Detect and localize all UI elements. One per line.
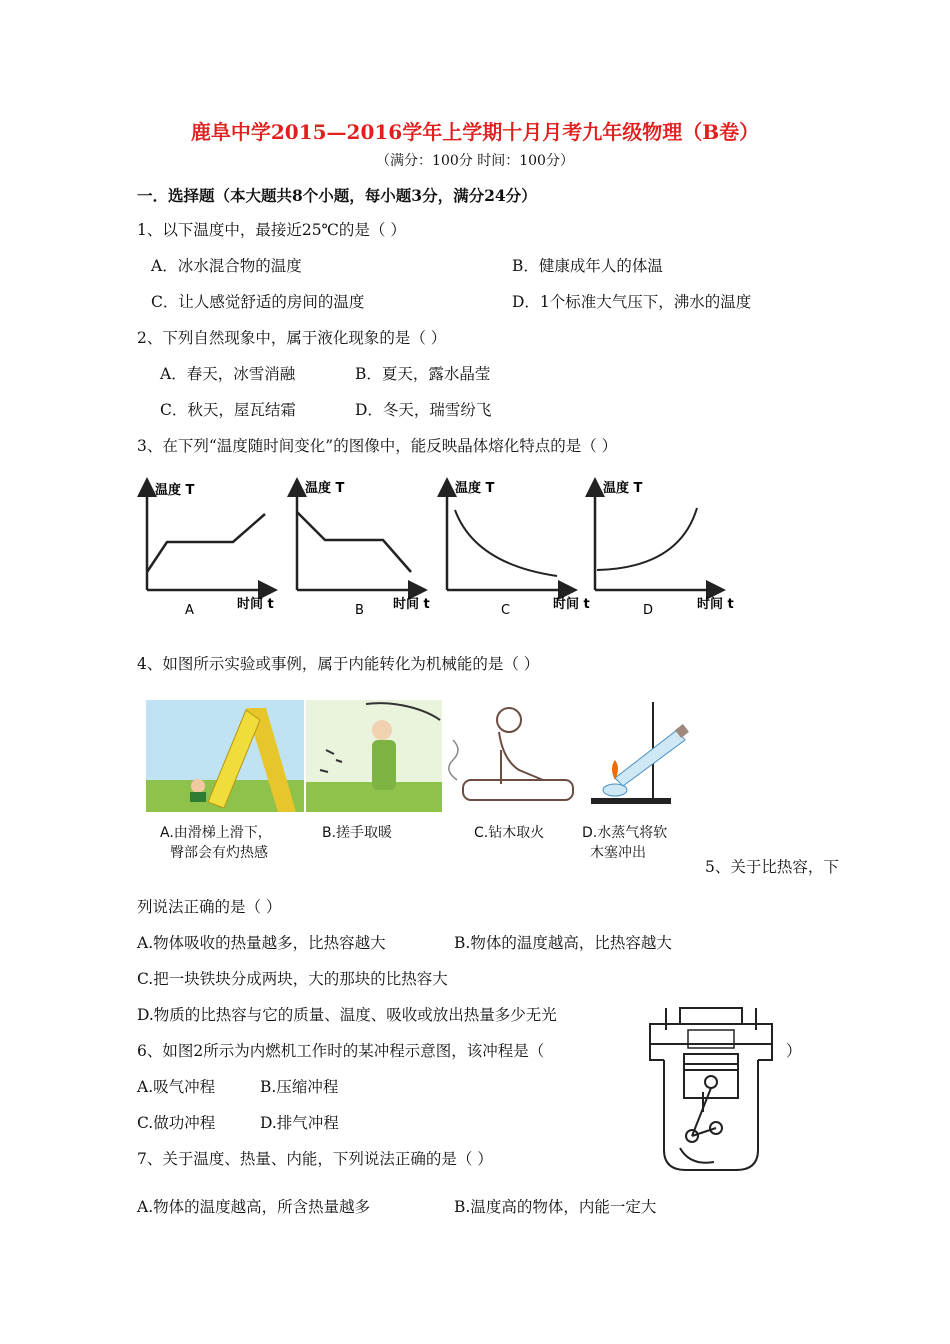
q6-stem: 6、如图2所示为内燃机工作时的某冲程示意图，该冲程是（ [137,1042,545,1060]
graph-a [135,472,295,622]
q6-option-b: B.压缩冲程 [260,1078,339,1096]
page-title: 鹿阜中学2015—2016学年上学期十月月考九年级物理（B卷） [190,120,760,144]
caption-d-line2: 木塞冲出 [590,845,646,861]
graph-b-label: B [355,603,364,618]
q6-option-d: D.排气冲程 [260,1114,339,1132]
graph-c-ylabel: 温度 T [455,481,495,496]
graph-d-label: D [643,603,654,618]
q5-option-a: A.物体吸收的热量越多，比热容越大 [137,934,386,952]
rubbing-hands-illustration [306,700,442,812]
q5-option-b: B.物体的温度越高，比热容越大 [454,934,672,952]
caption-b: B.搓手取暖 [322,825,393,841]
caption-d-line1: D.水蒸气将软 [582,825,668,841]
caption-a-line1: A.由滑梯上滑下， [160,825,272,841]
slide-illustration [146,700,304,812]
graph-c [435,472,595,622]
q6-option-a: A.吸气冲程 [137,1078,216,1096]
score-time-note: （满分：100分 时间：100分） [376,153,574,169]
graph-b [285,472,445,622]
graph-b-ylabel: 温度 T [305,481,345,496]
graph-a-xlabel: 时间 t [237,597,274,612]
drilling-wood-illustration [443,700,583,812]
q1-option-d: D．1个标准大气压下，沸水的温度 [512,293,752,311]
graph-d [583,472,748,622]
q4-stem: 4、如图所示实验或事例，属于内能转化为机械能的是（ ） [137,655,540,673]
q5-stem-line2: 列说法正确的是（ ） [137,898,282,916]
q6-option-c: C.做功冲程 [137,1114,216,1132]
q3-stem: 3、在下列“温度随时间变化”的图像中，能反映晶体熔化特点的是（ ） [137,437,618,455]
q7-option-a: A.物体的温度越高，所含热量越多 [137,1198,371,1216]
q5-option-c: C.把一块铁块分成两块，大的那块的比热容大 [137,970,448,988]
graph-b-xlabel: 时间 t [393,597,430,612]
q1-option-b: B．健康成年人的体温 [512,257,663,275]
caption-a-line2: 臀部会有灼热感 [170,845,268,861]
q7-option-b: B.温度高的物体，内能一定大 [454,1198,657,1216]
q5-option-d: D.物质的比热容与它的质量、温度、吸收或放出热量多少无光 [137,1006,557,1024]
q2-option-b: B．夏天，露水晶莹 [355,365,491,383]
q2-option-c: C．秋天，屋瓦结霜 [160,401,296,419]
graph-d-ylabel: 温度 T [603,481,643,496]
engine-diagram [640,1000,780,1175]
section-heading: 一．选择题（本大题共8个小题，每小题3分，满分24分） [137,186,537,205]
q1-stem: 1、以下温度中，最接近25℃的是（ ） [137,221,406,239]
graph-a-label: A [185,603,194,618]
graph-d-xlabel: 时间 t [697,597,734,612]
q7-stem: 7、关于温度、热量、内能，下列说法正确的是（ ） [137,1150,493,1168]
q1-option-c: C．让人感觉舒适的房间的温度 [151,293,365,311]
graph-a-ylabel: 温度 T [155,483,195,498]
q2-option-a: A．春天，冰雪消融 [160,365,296,383]
q2-option-d: D．冬天，瑞雪纷飞 [355,401,492,419]
steam-test-tube-illustration [585,700,695,812]
graph-c-label: C [501,603,511,618]
q5-stem-line1: 5、关于比热容，下 [705,858,839,876]
q2-stem: 2、下列自然现象中，属于液化现象的是（ ） [137,329,447,347]
q1-option-a: A．冰水混合物的温度 [151,257,302,275]
q6-stem-close: ） [786,1042,802,1060]
caption-c: C.钻木取火 [474,825,545,841]
graph-c-xlabel: 时间 t [553,597,590,612]
